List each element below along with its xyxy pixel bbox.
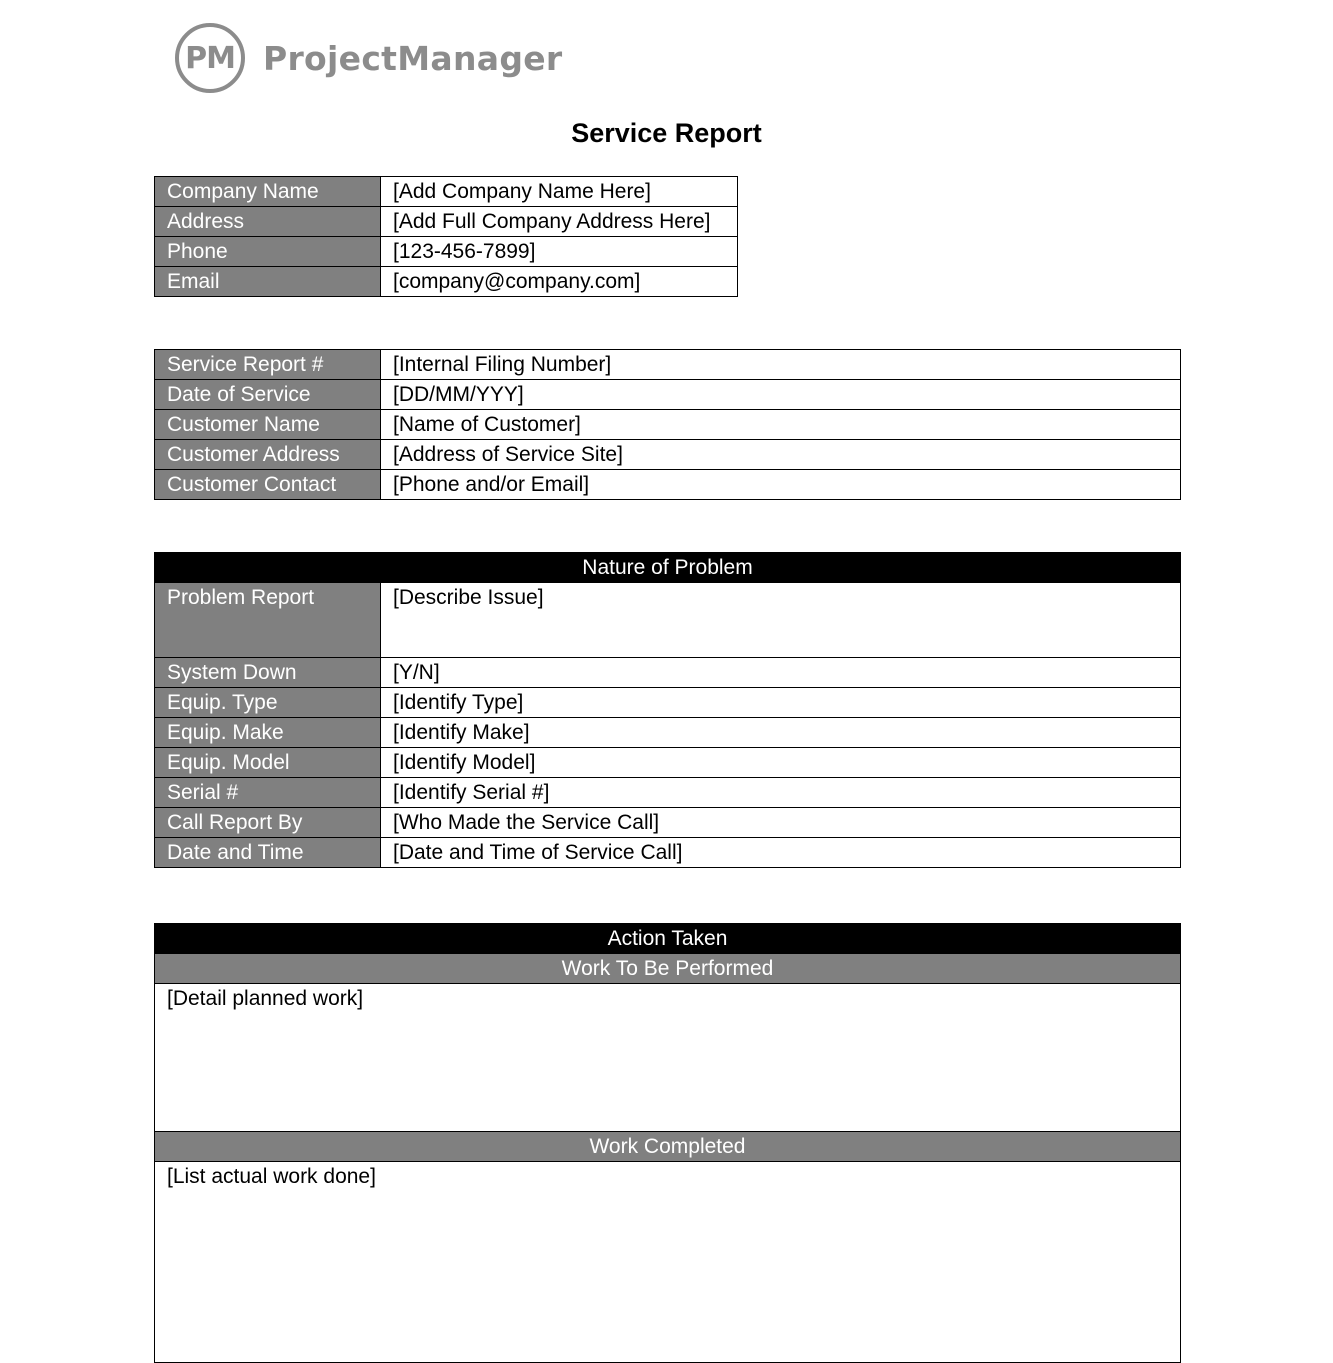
system-down-label: System Down (155, 658, 381, 688)
table-row (155, 350, 1181, 380)
projectmanager-logo (175, 19, 563, 97)
planned-work-field[interactable]: [Detail planned work] (155, 984, 1181, 1132)
table-row (155, 1162, 1181, 1363)
company-email-label: Email (155, 267, 381, 297)
table-row (155, 177, 738, 207)
customer-address-field[interactable]: [Address of Service Site] (381, 440, 1181, 470)
date-and-time-label: Date and Time (155, 838, 381, 868)
equip-model-field[interactable]: [Identify Model] (381, 748, 1181, 778)
company-email-field[interactable]: [company@company.com] (381, 267, 738, 297)
table-header-row (155, 924, 1181, 954)
equip-make-label: Equip. Make (155, 718, 381, 748)
service-report-number-field[interactable]: [Internal Filing Number] (381, 350, 1181, 380)
customer-contact-label: Customer Contact (155, 470, 381, 500)
serial-number-field[interactable]: [Identify Serial #] (381, 778, 1181, 808)
company-phone-label: Phone (155, 237, 381, 267)
problem-report-field[interactable]: [Describe Issue] (381, 583, 1181, 658)
action-taken-table (154, 923, 1181, 1363)
table-row (155, 380, 1181, 410)
table-row (155, 267, 738, 297)
call-report-by-field[interactable]: [Who Made the Service Call] (381, 808, 1181, 838)
equip-type-label: Equip. Type (155, 688, 381, 718)
date-and-time-field[interactable]: [Date and Time of Service Call] (381, 838, 1181, 868)
equip-type-field[interactable]: [Identify Type] (381, 688, 1181, 718)
action-taken-header: Action Taken (155, 924, 1181, 954)
table-row (155, 440, 1181, 470)
table-subheader-row (155, 1132, 1181, 1162)
company-info-table (154, 176, 738, 297)
service-info-table (154, 349, 1181, 500)
company-name-field[interactable]: [Add Company Name Here] (381, 177, 738, 207)
pm-logo-icon: PM (175, 23, 245, 93)
customer-name-label: Customer Name (155, 410, 381, 440)
customer-name-field[interactable]: [Name of Customer] (381, 410, 1181, 440)
table-row (155, 583, 1181, 658)
table-row (155, 658, 1181, 688)
equip-model-label: Equip. Model (155, 748, 381, 778)
company-phone-field[interactable]: [123-456-7899] (381, 237, 738, 267)
table-row (155, 470, 1181, 500)
company-name-label: Company Name (155, 177, 381, 207)
table-header-row (155, 553, 1181, 583)
table-row (155, 984, 1181, 1132)
date-of-service-field[interactable]: [DD/MM/YYY] (381, 380, 1181, 410)
table-row (155, 410, 1181, 440)
work-completed-header: Work Completed (155, 1132, 1181, 1162)
date-of-service-label: Date of Service (155, 380, 381, 410)
table-row (155, 688, 1181, 718)
company-address-label: Address (155, 207, 381, 237)
table-row (155, 808, 1181, 838)
logo-brand-name: ProjectManager (263, 38, 563, 78)
nature-of-problem-header: Nature of Problem (155, 553, 1181, 583)
nature-of-problem-table (154, 552, 1181, 868)
table-subheader-row (155, 954, 1181, 984)
system-down-field[interactable]: [Y/N] (381, 658, 1181, 688)
table-row (155, 718, 1181, 748)
equip-make-field[interactable]: [Identify Make] (381, 718, 1181, 748)
page-title: Service Report (571, 118, 762, 148)
table-row (155, 838, 1181, 868)
problem-report-label: Problem Report (155, 583, 381, 658)
serial-number-label: Serial # (155, 778, 381, 808)
customer-contact-field[interactable]: [Phone and/or Email] (381, 470, 1181, 500)
table-row (155, 778, 1181, 808)
table-row (155, 237, 738, 267)
customer-address-label: Customer Address (155, 440, 381, 470)
table-row (155, 207, 738, 237)
work-to-be-performed-header: Work To Be Performed (155, 954, 1181, 984)
call-report-by-label: Call Report By (155, 808, 381, 838)
service-report-number-label: Service Report # (155, 350, 381, 380)
table-row (155, 748, 1181, 778)
completed-work-field[interactable]: [List actual work done] (155, 1162, 1181, 1363)
company-address-field[interactable]: [Add Full Company Address Here] (381, 207, 738, 237)
